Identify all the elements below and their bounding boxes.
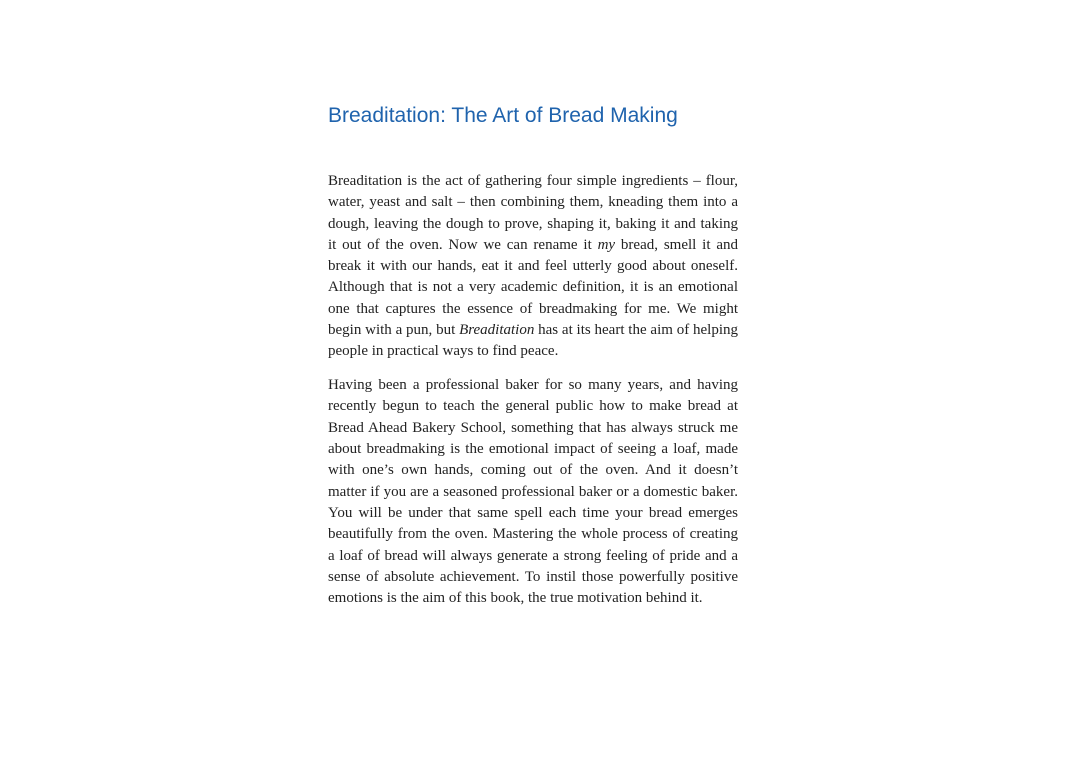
paragraph-1-emphasis-my: my <box>597 236 616 253</box>
paragraph-1-part-1: Breaditation is the act of gathering four simple ingredients – flour, water, yeast and salt – then combining them, kneading them into a dough, leaving the dough to prove, shaping it, baking it and taking it out of the oven. Now we can rename it <box>328 173 738 253</box>
page-title: Breaditation: The Art of Bread Making <box>328 104 678 127</box>
body-text <box>328 171 738 622</box>
paragraph-1-part-3: has at its heart the aim of helping people in practical ways to find peace. <box>328 322 738 360</box>
paragraph-2: Having been a professional baker for so many years, and having recently begun to teach the general public how to make bread at Bread Ahead Bakery School, something that has always struck me about breadmaking is the emotional impact of seeing a loaf, made with one’s own hands, coming out of the oven. And it doesn’t matter if you are a seasoned professional baker or a domestic baker. You will be under that same spell each time your bread emerges beautifully from the oven. Mastering the whole process of creating a loaf of bread will always generate a strong feeling of pride and a sense of absolute achievement. To instil those powerfully positive emotions is the aim of this book, the true motivation behind it. <box>328 377 738 607</box>
paragraph-1-emphasis-breaditation: Breaditation <box>459 322 535 339</box>
paragraph-1-part-2: bread, smell it and break it with our hands, eat it and feel utterly good about oneself. Although that is not a very academic definition, it is an emotional one that captures the essence of breadmaking for me. We might begin with a pun, but <box>328 236 738 339</box>
paragraph-1 <box>328 171 738 363</box>
